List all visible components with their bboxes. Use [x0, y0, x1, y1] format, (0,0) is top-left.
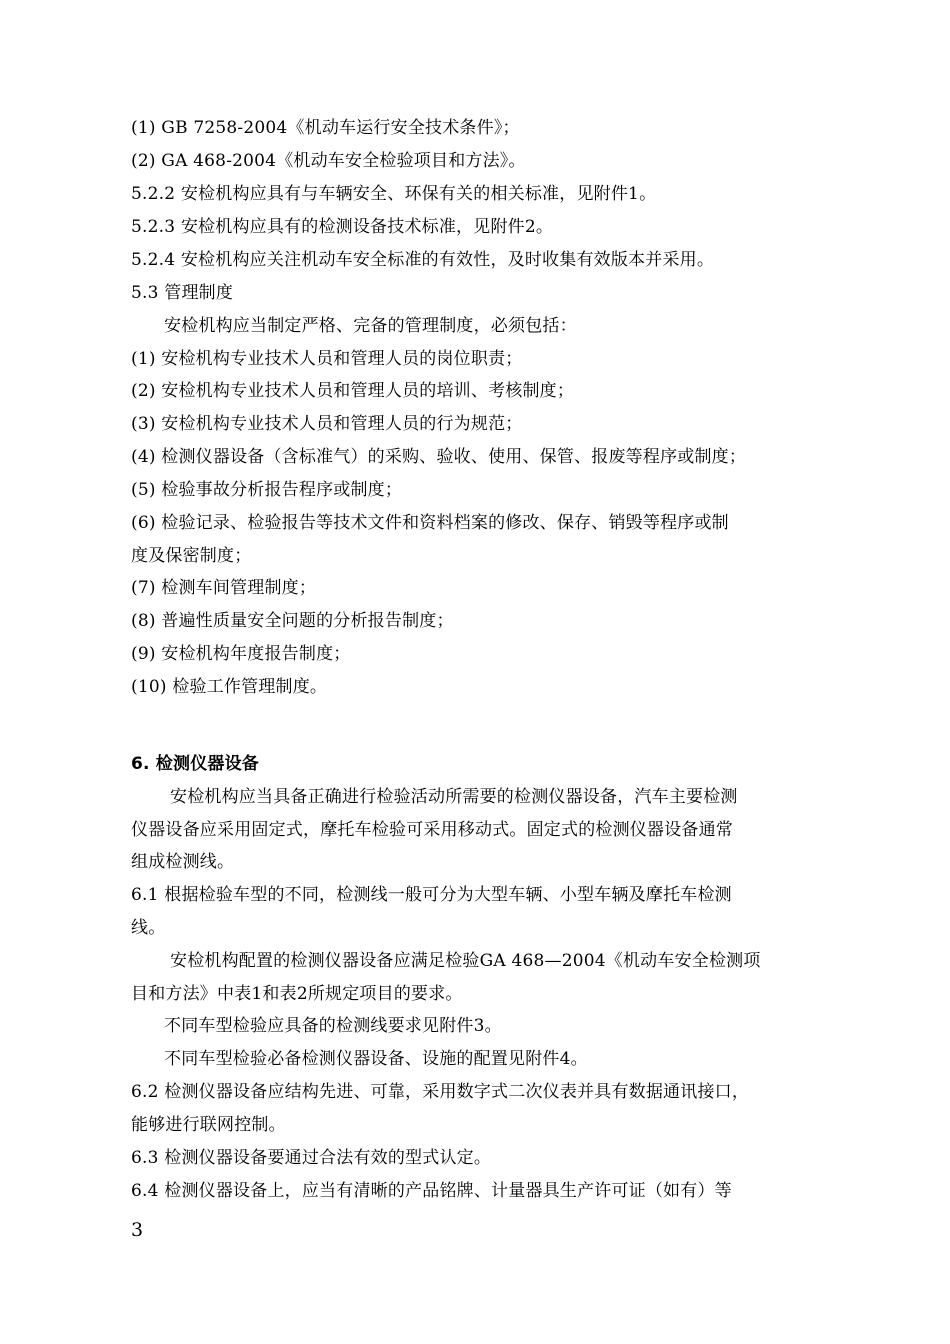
list-item: (9) 安检机构年度报告制度；: [131, 644, 351, 664]
list-item: (1) 安检机构专业技术人员和管理人员的岗位职责；: [131, 349, 523, 369]
text-line: 5.2.3 安检机构应具有的检测设备技术标准，见附件2。: [131, 217, 554, 237]
list-item: (3) 安检机构专业技术人员和管理人员的行为规范；: [131, 414, 523, 434]
text-line: 能够进行联网控制。: [131, 1115, 286, 1135]
text-line: 安检机构配置的检测仪器设备应满足检验GA 468—2004《机动车安全检测项: [170, 951, 761, 971]
text-line: (2) GA 468-2004《机动车安全检验项目和方法》。: [131, 151, 526, 171]
text-line: 不同车型检验应具备的检测线要求见附件3。: [164, 1016, 502, 1036]
text-line: 6.2 检测仪器设备应结构先进、可靠，采用数字式二次仪表并具有数据通讯接口，: [131, 1082, 750, 1102]
text-line: 6.3 检测仪器设备要通过合法有效的型式认定。: [131, 1148, 492, 1168]
text-line: 5.2.4 安检机构应关注机动车安全标准的有效性，及时收集有效版本并采用。: [131, 250, 715, 270]
section-heading: 6. 检测仪器设备: [131, 754, 260, 774]
text-line: 目和方法》中表1和表2所规定项目的要求。: [131, 984, 463, 1004]
list-item: (5) 检验事故分析报告程序或制度；: [131, 480, 403, 500]
list-item: (7) 检测车间管理制度；: [131, 578, 317, 598]
list-item: (6) 检验记录、检验报告等技术文件和资料档案的修改、保存、销毁等程序或制: [131, 513, 729, 533]
list-item: (8) 普遍性质量安全问题的分析报告制度；: [131, 611, 454, 631]
text-line: 安检机构应当制定严格、完备的管理制度，必须包括：: [164, 316, 577, 336]
list-item: (4) 检测仪器设备（含标准气）的采购、验收、使用、保管、报废等程序或制度；: [131, 447, 747, 467]
text-line: 仪器设备应采用固定式，摩托车检验可采用移动式。固定式的检测仪器设备通常: [131, 820, 733, 840]
text-line: 不同车型检验必备检测仪器设备、设施的配置见附件4。: [164, 1049, 588, 1069]
text-line: (1) GB 7258-2004《机动车运行安全技术条件》；: [131, 118, 520, 138]
text-line: 安检机构应当具备正确进行检验活动所需要的检测仪器设备，汽车主要检测: [170, 787, 738, 807]
text-line: 6.4 检测仪器设备上，应当有清晰的产品铭牌、计量器具生产许可证（如有）等: [131, 1181, 732, 1201]
page-number: 3: [131, 1219, 144, 1241]
section-heading: 5.3 管理制度: [131, 283, 234, 303]
list-item: (2) 安检机构专业技术人员和管理人员的培训、考核制度；: [131, 381, 575, 401]
text-line: 5.2.2 安检机构应具有与车辆安全、环保有关的相关标准，见附件1。: [131, 184, 657, 204]
text-line: 度及保密制度；: [131, 546, 252, 566]
text-line: 6.1 根据检验车型的不同，检测线一般可分为大型车辆、小型车辆及摩托车检测: [131, 885, 732, 905]
text-line: 组成检测线。: [131, 852, 235, 872]
list-item: (10) 检验工作管理制度。: [131, 677, 328, 697]
text-line: 线。: [131, 918, 166, 938]
